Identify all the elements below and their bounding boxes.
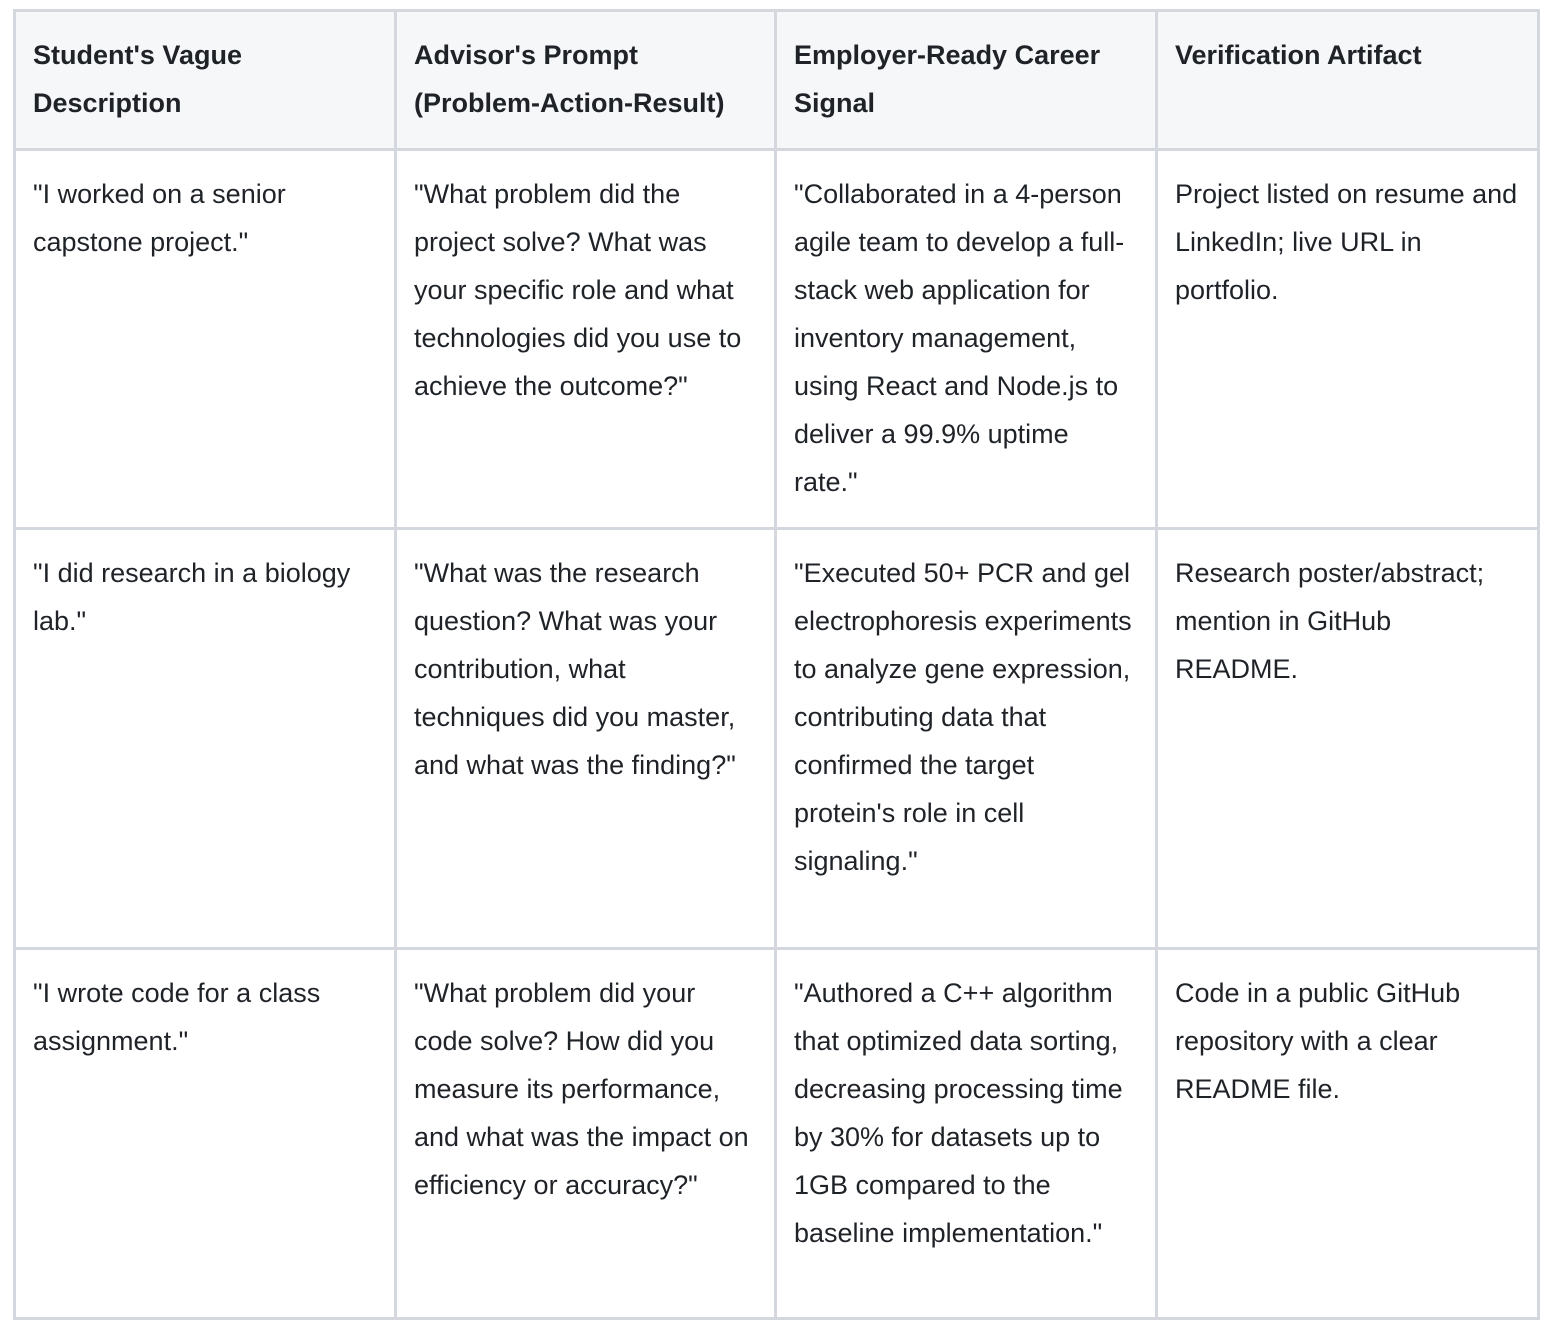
cell-vague-description: "I wrote code for a class assignment." [15, 949, 396, 1319]
column-header-advisor-prompt: Advisor's Prompt (Problem-Action-Result) [396, 11, 776, 150]
column-header-verification-artifact: Verification Artifact [1157, 11, 1539, 150]
cell-verification-artifact: Research poster/abstract; mention in GitHub README. [1157, 529, 1539, 949]
table-row [15, 529, 1539, 949]
cell-advisor-prompt: "What was the research question? What was your contribution, what techniques did you master, and what was the finding?" [396, 529, 776, 949]
table-header [15, 11, 1539, 150]
career-signal-table-container [13, 9, 1537, 1320]
cell-advisor-prompt: "What problem did the project solve? What was your specific role and what technologies did you use to achieve the outcome?" [396, 150, 776, 529]
header-row [15, 11, 1539, 150]
table-body [15, 150, 1539, 1319]
column-header-career-signal: Employer-Ready Career Signal [776, 11, 1157, 150]
column-header-vague-description: Student's Vague Description [15, 11, 396, 150]
cell-vague-description: "I worked on a senior capstone project." [15, 150, 396, 529]
cell-verification-artifact: Project listed on resume and LinkedIn; live URL in portfolio. [1157, 150, 1539, 529]
cell-advisor-prompt: "What problem did your code solve? How did you measure its performance, and what was the impact on efficiency or accuracy?" [396, 949, 776, 1319]
cell-vague-description: "I did research in a biology lab." [15, 529, 396, 949]
cell-career-signal: "Collaborated in a 4-person agile team to develop a full-stack web application for inventory management, using React and Node.js to deliver a 99.9% uptime rate." [776, 150, 1157, 529]
cell-career-signal: "Authored a C++ algorithm that optimized data sorting, decreasing processing time by 30% for datasets up to 1GB compared to the baseline implementation." [776, 949, 1157, 1319]
career-signal-table [13, 9, 1540, 1320]
table-row [15, 949, 1539, 1319]
cell-verification-artifact: Code in a public GitHub repository with a clear README file. [1157, 949, 1539, 1319]
cell-career-signal: "Executed 50+ PCR and gel electrophoresis experiments to analyze gene expression, contributing data that confirmed the target protein's role in cell signaling." [776, 529, 1157, 949]
table-row [15, 150, 1539, 529]
